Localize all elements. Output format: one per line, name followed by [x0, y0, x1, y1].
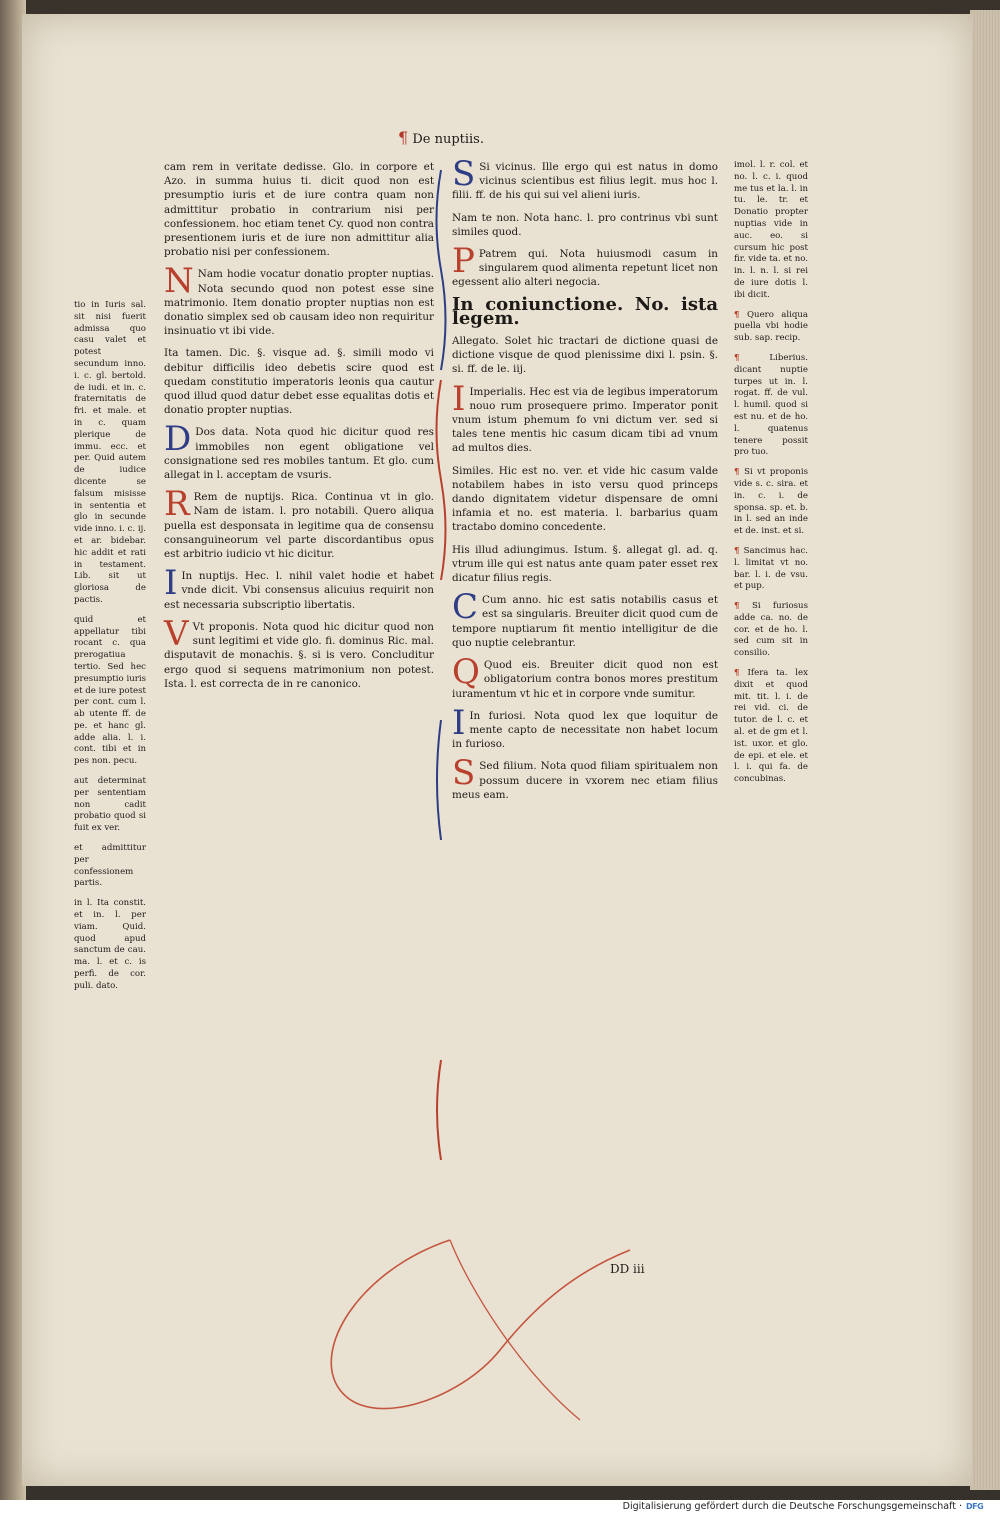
gloss-right-paragraph: ¶ Ifera ta. lex dixit et quod mit. tit. l. i. de rei vid. ci. de tutor. de l. c. et al. et de gm et l. ist. uxor. et glo. de epi. et ele. et l. i. qui fa. de concubinas. [734, 668, 808, 785]
main-b-paragraph: Allegato. Solet hic tractari de dictione quasi de dictione visque de quod plenissime dixi l. psin. §. si. ff. de le. iij. [452, 335, 718, 376]
book-fore-edge [970, 10, 1000, 1490]
main-b-paragraph: His illud adiungimus. Istum. §. allegat gl. ad. q. vtrum ille qui est natus ante quam pater esset rex dicatur filius regis. [452, 543, 718, 585]
red-flourish [300, 1230, 660, 1430]
main-column-left [164, 160, 434, 699]
main-b-paragraph: S Si vicinus. Ille ergo qui est natus in domo vicinus scientibus est filius legit. mus hoc l. filii. ff. de his qui sui vel alieni iuris. [452, 154, 718, 202]
main-column-right [452, 154, 718, 810]
pilcrow-icon: ¶ [734, 309, 747, 320]
running-header [398, 128, 484, 147]
gloss-right-paragraph: imol. l. r. col. et no. l. c. i. quod me tus et la. l. in tu. le. tr. et Donatio propter nuptias vide in auc. eo. si cursum hic post fir. vide ta. et no. in. l. n. l. si rei de iure dotis l. ibi dicit. [734, 160, 808, 300]
initial-letter-icon: V [164, 613, 189, 654]
foliation-mark: DD iii [610, 1262, 645, 1276]
main-b-paragraph: Similes. Hic est no. ver. et vide hic casum valde notabilem habes in isto versu quod princeps dando dignitatem videtur dispensare de omni infamia et no. est materia. l. barbarius quam tractabo domino concedente. [452, 464, 718, 534]
main-b-paragraph: I Imperialis. Hec est via de legibus imperatorum nouo rum prosequere primo. Imperator ponit vnum istum phemum fo vni dictum ver. sed si tales tene mentis hic casum dicam tibi ad vnum ad multos dies. [452, 378, 718, 455]
main-a-paragraph: I In nuptijs. Hec. l. nihil valet hodie et habet vnde dicit. Vbi consensus alicuius requirit non est necessaria subscriptio libertatis. [164, 563, 434, 611]
gloss-right-paragraph: ¶ Liberius. dicant nuptie turpes ut in. l. rogat. ff. de vul. l. humil. quod si est nu. et de ho. l. quatenus tenere possit pro tuo. [734, 352, 808, 458]
pilcrow-icon: ¶ [398, 128, 409, 147]
running-header-text: De nuptiis. [412, 132, 484, 147]
initial-letter-icon: C [452, 587, 479, 628]
initial-letter-icon: P [452, 241, 475, 282]
dfg-logo-icon: DFG [966, 1502, 984, 1511]
main-a-paragraph: R Rem de nuptijs. Rica. Continua vt in glo. Nam de istam. l. pro notabili. Quero aliqua puella est desponsata in legitime qua de consensu consanguineorum vel parte discordantibus opus est arbitrio iudicio vt hic dicitur. [164, 484, 434, 561]
main-b-paragraph: Nam te non. Nota hanc. l. pro contrinus vbi sunt similes quod. [452, 211, 718, 238]
cadel-strip [430, 160, 452, 1270]
initial-letter-icon: R [164, 484, 190, 525]
main-a-paragraph: D Dos data. Nota quod hic dicitur quod res immobiles non egent obligatione vel consignatione sed res mobiles tantum. Et glo. cum allegat in l. acceptam de vsuris. [164, 419, 434, 482]
footer-credit: Digitalisierung gefördert durch die Deutsche Forschungsgemeinschaft · [622, 1501, 962, 1512]
gloss-left-paragraph: tio in Iuris sal. sit nisi fuerit admissa quo casu valet et potest secundum inno. i. c. gl. bertold. de iudi. et in. c. fraternitatis de fri. et male. et in c. quam plerique de immu. ecc. et per. Quid autem de iudice dicente se falsum misisse in sententia et glo in secunde vide inno. i. c. ij. et ar. bidebar. hic addit et rati in testament. Lib. sit ut gloriosa de pactis. [74, 300, 146, 605]
gloss-right-paragraph: ¶ Sancimus hac. l. limitat vt no. bar. l. i. de vsu. et pup. [734, 545, 808, 592]
main-a-paragraph: Ita tamen. Dic. §. visque ad. §. simili modo vi debitur difficilis ideo debetis scire quod est quedam constitutio imperatoris leonis qua cautur quod illud quod datur debet esse equalitas dotis et donatio propter nuptias. [164, 347, 434, 417]
initial-letter-icon: I [452, 702, 466, 743]
gloss-left-paragraph: et admittitur per confessionem partis. [74, 843, 146, 889]
main-b-paragraph: C Cum anno. hic est satis notabilis casus et est sa singularis. Breuiter dicit quod cum de tempore nuptiarum fit mentio intelligitur de die quo nuptie celebrantur. [452, 587, 718, 649]
initial-letter-icon: D [164, 419, 192, 460]
gloss-right-paragraph: ¶ Quero aliqua puella vbi hodie sub. sap. recip. [734, 309, 808, 344]
gloss-left-paragraph: aut determinat per sententiam non cadit probatio quod si fuit ex ver. [74, 776, 146, 834]
gloss-left-paragraph: in l. Ita constit. et in. l. per viam. Quid. quod apud sanctum de cau. ma. l. et c. is perfi. de cor. puli. dato. [74, 898, 146, 991]
pilcrow-icon: ¶ [734, 467, 745, 478]
initial-letter-icon: N [164, 261, 194, 302]
gloss-right-paragraph: ¶ Si furiosus adde ca. no. de cor. et de ho. l. sed cum sit in consilio. [734, 601, 808, 659]
main-b-paragraph: Q Quod eis. Breuiter dicit quod non est obligatorium contra bonos mores prestitum iuramentum vt hic et in corpore vnde sumitur. [452, 652, 718, 700]
main-b-paragraph: I In furiosi. Nota quod lex que loquitur de mente capto de necessitate non habet locum in furioso. [452, 702, 718, 751]
gloss-right-paragraph: ¶ Si vt proponis vide s. c. sira. et in. c. i. de sponsa. sp. et. b. in l. sed an inde et de. inst. et si. [734, 467, 808, 537]
pilcrow-icon: ¶ [734, 668, 748, 679]
initial-letter-icon: Q [452, 652, 480, 693]
initial-letter-icon: I [452, 378, 466, 419]
main-b-paragraph: In coniunctione. No. ista legem. [452, 293, 718, 329]
gloss-left-paragraph: quid et appellatur tibi rocant c. qua prerogatiua tertio. Sed hec presumptio iuris et de iure potest per cont. cum l. ab utente ff. de pe. et hanc gl. adde alia. l. i. cont. tibi et in pes non. pecu. [74, 614, 146, 767]
pilcrow-icon: ¶ [734, 545, 744, 556]
initial-letter-icon: S [452, 154, 476, 194]
gloss-left-column [74, 300, 146, 1001]
initial-letter-icon: I [164, 563, 178, 604]
digitization-footer [0, 1500, 1000, 1515]
pilcrow-icon: ¶ [734, 352, 770, 363]
main-a-paragraph: N Nam hodie vocatur donatio propter nuptias. Nota secundo quod non potest esse sine matrimonio. Item donatio propter nuptias non est donatio simplex sed ob causam ideo non requiritur insinuatio vt ibi vide. [164, 261, 434, 338]
main-b-paragraph: S Sed filium. Nota quod filiam spiritualem non possum ducere in vxorem nec etiam filius meus eam. [452, 753, 718, 801]
gloss-right-column [734, 160, 808, 794]
pilcrow-icon: ¶ [734, 601, 752, 612]
main-a-paragraph: V Vt proponis. Nota quod hic dicitur quod non sunt legitimi et vide glo. fi. dominus Ric. mal. disputavit de monachis. §. si is vero. Concluditur ergo quod si sequens matrimonium non potest. Ista. l. est correcta de in re canonico. [164, 613, 434, 690]
main-a-paragraph: cam rem in veritate dedisse. Glo. in corpore et Azo. in summa huius ti. dicit quod non est presumptio iuris et de iure contra quam non admittitur probatio in contrarium nisi per confessionem. hoc etiam tenet Cy. quod non contra presentionem iuris et de iure non admittitur alia probatio nisi per confessionem. [164, 161, 434, 259]
initial-letter-icon: S [452, 753, 476, 794]
main-b-paragraph: P Patrem qui. Nota huiusmodi casum in singularem quod alimenta repetunt licet non egessent alio alteri negocia. [452, 241, 718, 289]
